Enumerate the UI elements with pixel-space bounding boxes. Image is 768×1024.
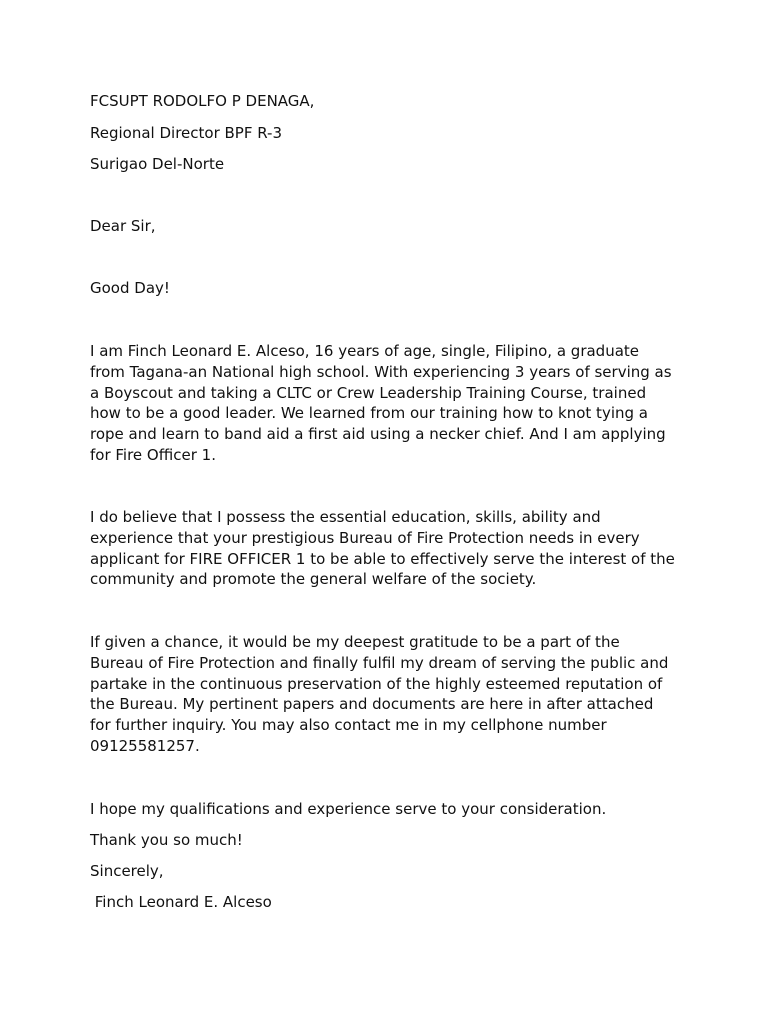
paragraph-line: If given a chance, it would be my deepest gratitude to be a part of the xyxy=(90,633,620,651)
signature-name: Finch Leonard E. Alceso xyxy=(90,893,272,911)
salutation: Dear Sir, xyxy=(90,217,156,235)
greeting: Good Day! xyxy=(90,279,170,297)
paragraph-line: I am Finch Leonard E. Alceso, 16 years of age, single, Filipino, a graduate xyxy=(90,342,640,360)
recipient-location: Surigao Del-Norte xyxy=(90,155,225,173)
closing-statement: I hope my qualifications and experience serve to your consideration. xyxy=(90,800,607,818)
paragraph-line: experience that your prestigious Bureau of Fire Protection needs in every xyxy=(90,528,640,547)
paragraph-line: from Tagana-an National high school. With experiencing 3 years of serving as xyxy=(90,362,672,381)
paragraph-qualifications xyxy=(90,507,690,590)
sign-off: Sincerely, xyxy=(90,862,164,880)
recipient-title: Regional Director BPF R-3 xyxy=(90,124,283,142)
paragraph-line: how to be a good leader. We learned from our training how to knot tying a xyxy=(90,404,648,423)
paragraph-line: the Bureau. My pertinent papers and documents are here in after attached xyxy=(90,695,654,714)
paragraph-line: applicant for FIRE OFFICER 1 to be able to effectively serve the interest of the xyxy=(90,549,675,568)
paragraph-line: I do believe that I possess the essential education, skills, ability and xyxy=(90,508,601,526)
thanks-line: Thank you so much! xyxy=(90,831,243,849)
paragraph-line: a Boyscout and taking a CLTC or Crew Leadership Training Course, trained xyxy=(90,383,647,402)
paragraph-line: Bureau of Fire Protection and finally fulfil my dream of serving the public and xyxy=(90,653,669,672)
paragraph-line: rope and learn to band aid a first aid using a necker chief. And I am applying xyxy=(90,425,666,444)
paragraph-line: 09125581257. xyxy=(90,736,200,755)
recipient-name: FCSUPT RODOLFO P DENAGA, xyxy=(90,92,315,110)
paragraph-line: partake in the continuous preservation of the highly esteemed reputation of xyxy=(90,674,663,693)
paragraph-line: for further inquiry. You may also contact me in my cellphone number xyxy=(90,716,607,735)
paragraph-line: for Fire Officer 1. xyxy=(90,445,216,464)
paragraph-introduction xyxy=(90,341,690,466)
paragraph-line: community and promote the general welfare of the society. xyxy=(90,570,537,589)
paragraph-request xyxy=(90,632,690,757)
